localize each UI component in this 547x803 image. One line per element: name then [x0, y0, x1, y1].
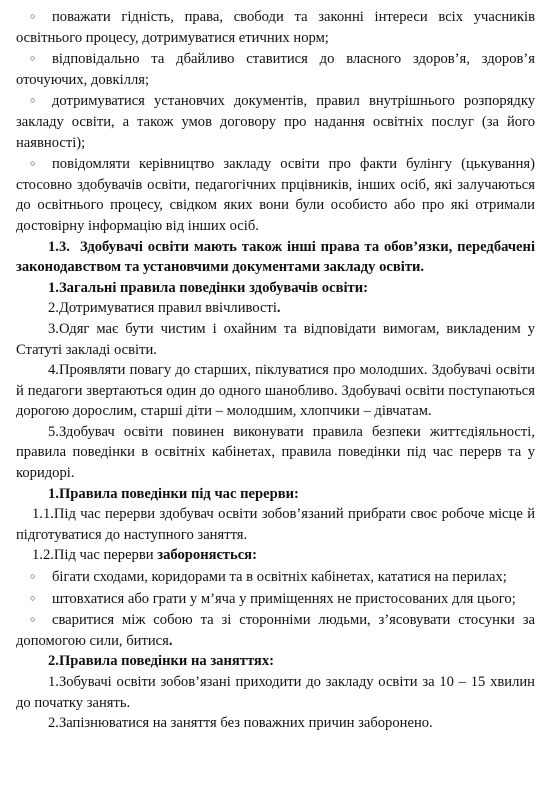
item-text: Дотримуватися правил ввічливості: [58, 300, 277, 317]
list-item: [16, 609, 535, 651]
general-rules-heading: [16, 278, 535, 299]
numbered-item: [16, 298, 535, 319]
class-rules-heading: [16, 651, 535, 672]
section-number: 1.3.: [48, 238, 70, 255]
list-item-text: повідомляти керівництво закладу освіти про факти булінгу (цькування) стосовно здобувачів освіти, педагогічних прцівників, інших осіб, які залучаються до освітнього процесу, свідком яких вони були особисто або про які отримали достовірну інформацію від інших осіб.: [16, 156, 535, 234]
heading-number: 1.: [48, 279, 59, 296]
item-tail: .: [168, 632, 173, 649]
list-item-text: сваритися між собою та зі сторонніми людьми, з’ясовувати стосунки за допомогою сили, битися: [16, 612, 535, 649]
section-1-3: [16, 237, 535, 278]
numbered-item: [16, 360, 535, 422]
heading-number: 1.: [48, 485, 59, 502]
break-rules-heading: [16, 484, 535, 505]
break-rule-1-2: [16, 545, 535, 566]
heading-title: Правила поведінки на заняттях:: [58, 653, 274, 670]
item-number: 2.: [48, 715, 59, 732]
item-number: 5.: [48, 423, 59, 440]
list-item-text: поважати гідність, права, свободи та законні інтереси всіх учасників освітнього процесу, дотримуватися етичних норм;: [16, 9, 535, 46]
section-text: Здобувачі освіти мають також інші права та обов’язки, передбачені законодавством та установчими документами закладу освіти.: [16, 238, 535, 276]
numbered-item: [16, 672, 535, 713]
break-rule-1-1: [16, 504, 535, 545]
list-item: [16, 153, 535, 236]
item-text: Одяг має бути чистим і охайним та відповідати вимогам, викладеним у Статуті закладі освіти.: [16, 320, 535, 358]
list-item: [16, 48, 535, 90]
numbered-item: [16, 422, 535, 484]
bullet-circle-icon: ○: [30, 11, 36, 21]
bullet-circle-icon: ○: [30, 592, 36, 603]
list-item: [16, 6, 535, 48]
item-number: 3.: [48, 320, 59, 337]
numbered-item: [16, 713, 535, 734]
numbered-item: [16, 319, 535, 360]
item-text: Проявляти повагу до старших, піклуватися про молодших. Здобувачі освіти й педагоги звертаються один до одного шанобливо. Здобувачі освіти поступаються дорогою дорослим, старші діти – молодшим, хлопчики – дівчатам.: [16, 362, 535, 420]
item-number: 2.: [48, 300, 59, 317]
item-text: Під час перерви: [53, 547, 158, 564]
list-item: [16, 588, 535, 610]
item-text: Під час перерви здобувач освіти зобов’язаний прибрати своє робоче місце й підготуватися до наступного заняття.: [16, 506, 535, 543]
list-item: [16, 566, 535, 588]
list-item-text: дотримуватися установчих документів, правил внутрішнього розпорядку закладу освіти, а також умов договору про надання освітніх послуг (за його наявності);: [16, 93, 535, 151]
list-item-text: штовхатися або грати у м’яча у приміщеннях не пристосованих для цього;: [52, 590, 516, 607]
item-number: 1.: [48, 674, 59, 690]
list-item-text: бігати сходами, коридорами та в освітніх кабінетах, кататися на перилах;: [52, 569, 507, 586]
list-item: [16, 90, 535, 153]
item-text: Зобувачі освіти зобов’язані приходити до закладу освіти за 10 – 15 хвилин до початку занять.: [16, 674, 535, 711]
bullet-circle-icon: ○: [30, 95, 36, 106]
heading-title: Загальні правила поведінки здобувачів освіти:: [58, 279, 368, 296]
bullet-circle-icon: ○: [30, 614, 36, 625]
bullet-circle-icon: ○: [30, 53, 36, 64]
item-text: Здобувач освіти повинен виконувати правила безпеки життєдіяльності, правила поведінки в освітніх кабінетах, правила поведінки під час перерв та у коридорі.: [16, 423, 535, 482]
item-number: 4.: [48, 362, 59, 379]
bullet-circle-icon: ○: [30, 571, 36, 582]
prohibited-label: забороняється:: [157, 547, 257, 564]
item-text: Запізнюватися на заняття без поважних причин заборонено.: [58, 715, 433, 732]
item-tail: .: [276, 300, 281, 317]
heading-title: Правила поведінки під час перерви:: [58, 485, 299, 502]
item-number: 1.1.: [32, 506, 54, 523]
heading-number: 2.: [48, 653, 59, 670]
item-number: 1.2.: [32, 547, 54, 564]
bullet-circle-icon: ○: [30, 158, 36, 169]
list-item-text: відповідально та дбайливо ставитися до власного здоров’я, здоров’я оточуючих, довкілля;: [16, 51, 535, 88]
